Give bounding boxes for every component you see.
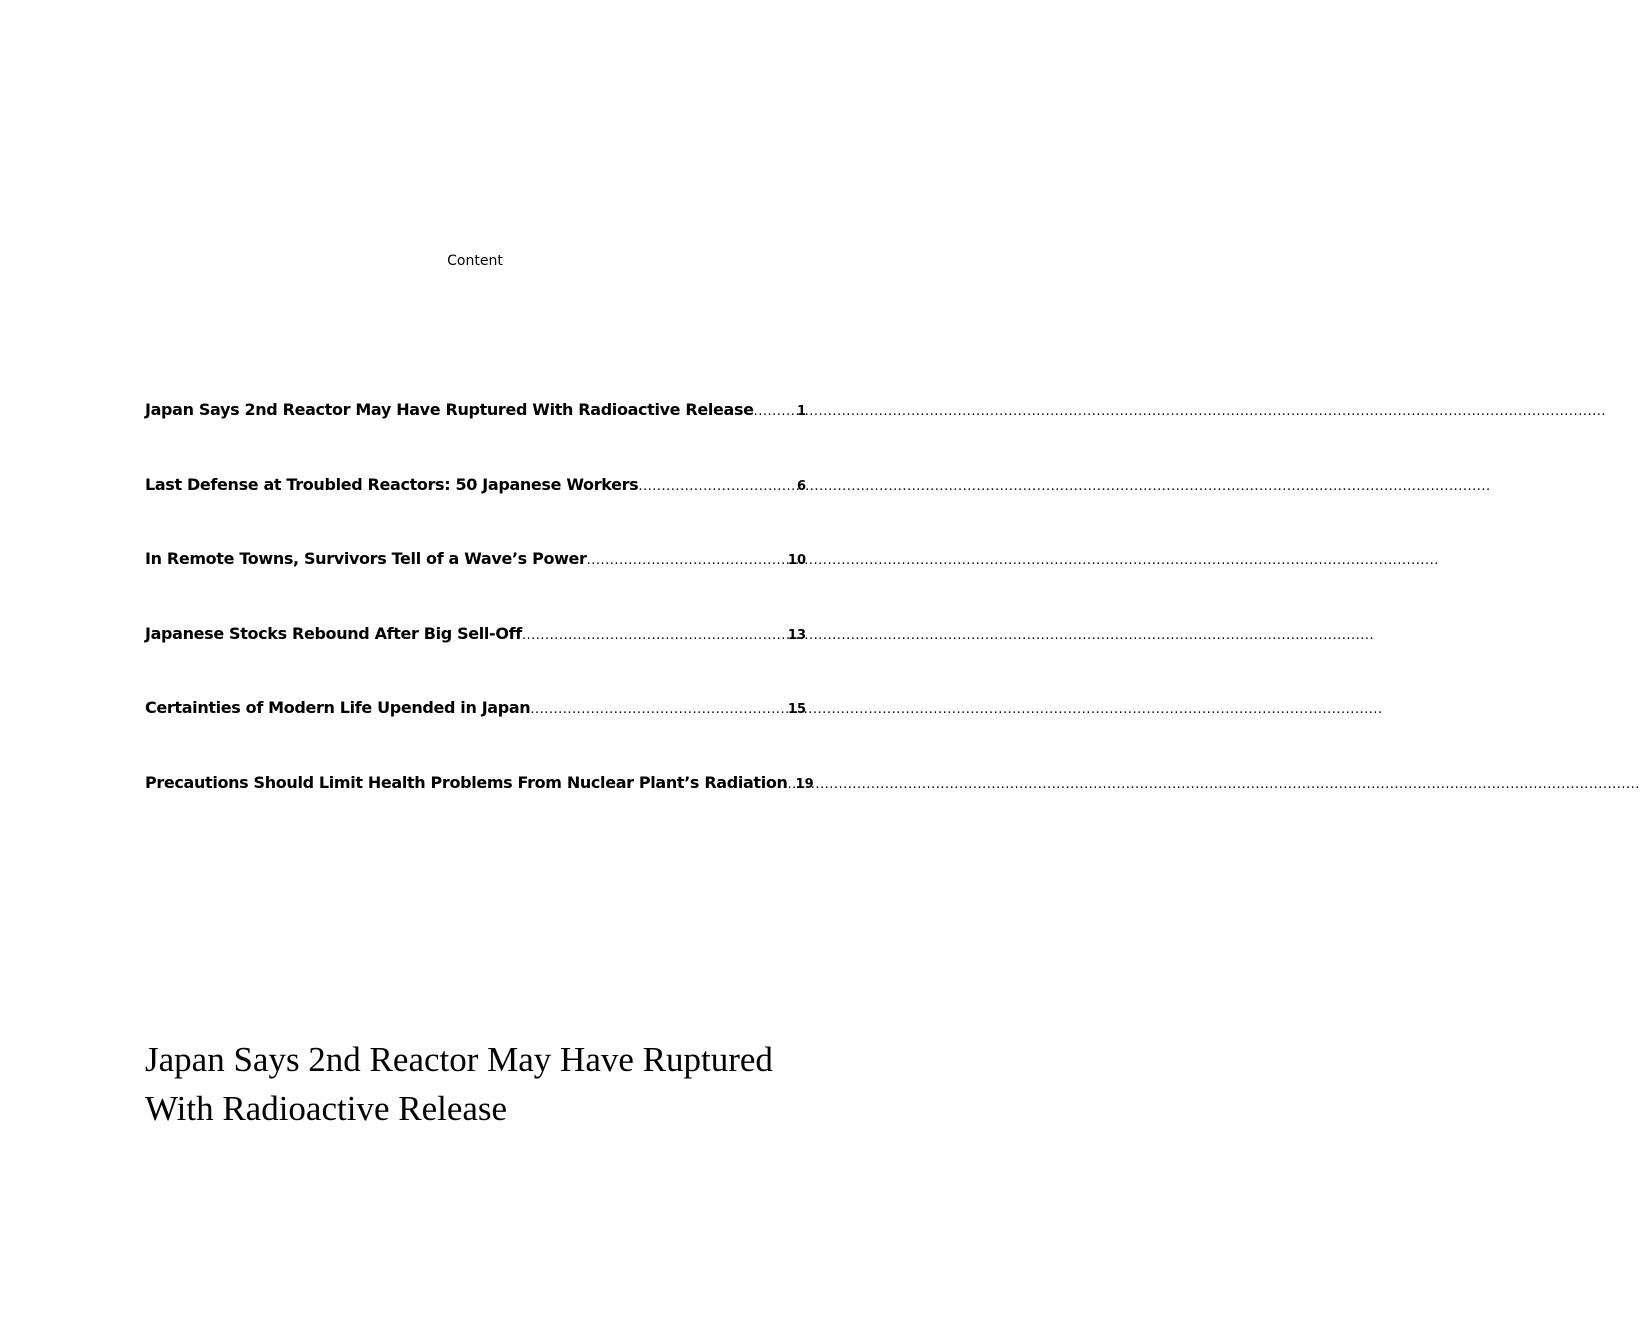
toc-entry-title: In Remote Towns, Survivors Tell of a Wave’s Power xyxy=(145,549,587,569)
toc-dot-leader xyxy=(788,774,796,796)
toc-entry-page: 13 xyxy=(787,627,806,643)
toc-dot-leader xyxy=(638,476,797,498)
article-title: Japan Says 2nd Reactor May Have Ruptured With Radioactive Release xyxy=(145,1040,773,1128)
toc-entry-page: 10 xyxy=(787,553,806,569)
toc-entry-page: 6 xyxy=(796,478,806,494)
toc-entry[interactable] xyxy=(145,548,806,623)
table-of-contents xyxy=(145,399,814,847)
toc-entry[interactable] xyxy=(145,399,806,474)
toc-entry-page: 19 xyxy=(795,776,814,792)
toc-entry[interactable] xyxy=(145,474,806,549)
toc-entry[interactable] xyxy=(145,697,806,772)
toc-entry-title: Precautions Should Limit Health Problems From Nuclear Plant’s Radiation xyxy=(145,772,788,792)
toc-dot-leader xyxy=(587,550,788,572)
toc-entry-title: Certainties of Modern Life Upended in Japan xyxy=(145,698,531,718)
toc-dot-leader xyxy=(530,699,788,721)
toc-entry-title: Last Defense at Troubled Reactors: 50 Japanese Workers xyxy=(145,474,639,494)
toc-entry-page: 1 xyxy=(796,404,806,419)
toc-dot-leader xyxy=(754,401,797,423)
toc-entry-title: Japan Says 2nd Reactor May Have Ruptured With Radioactive Release xyxy=(145,400,754,419)
toc-entry[interactable] xyxy=(145,772,814,847)
toc-entry[interactable] xyxy=(145,623,806,698)
toc-heading: Content xyxy=(447,253,503,269)
toc-entry-title: Japanese Stocks Rebound After Big Sell-Off xyxy=(145,623,522,643)
toc-entry-page: 15 xyxy=(787,702,806,718)
toc-dot-leader xyxy=(522,625,788,647)
